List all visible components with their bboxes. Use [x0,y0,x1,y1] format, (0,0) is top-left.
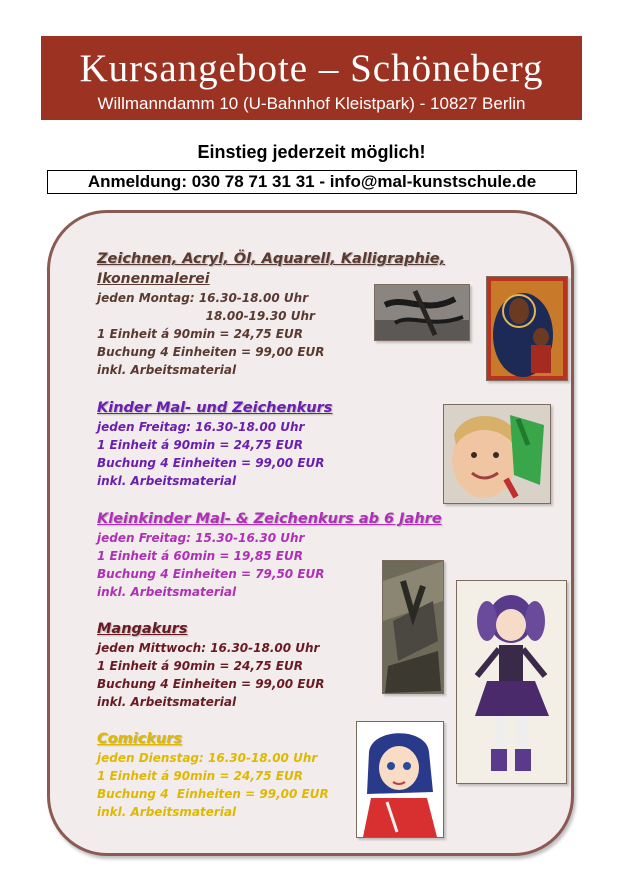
course-package: Buchung 4 Einheiten = 99,00 EUR [97,456,325,470]
course-title: Zeichnen, Acryl, Öl, Aquarell, Kalligraphie, [97,251,446,267]
course-schedule: jeden Mittwoch: 16.30-18.00 Uhr [97,641,320,655]
course-materials: inkl. Arbeitsmaterial [97,363,237,377]
comic-girl-image [356,721,444,838]
course-materials: inkl. Arbeitsmaterial [97,805,237,819]
course-kids [97,398,332,490]
contact-box: Anmeldung: 030 78 71 31 31 - info@mal-kunstschule.de [47,170,577,194]
page-title: Kursangebote – Schöneberg [79,47,544,90]
course-price: 1 Einheit á 90min = 24,75 EUR [97,769,303,783]
course-price: 1 Einheit á 90min = 24,75 EUR [97,659,303,673]
course-schedule: jeden Freitag: 15.30-16.30 Uhr [97,531,305,545]
course-price: 1 Einheit á 90min = 24,75 EUR [97,438,303,452]
course-price: 1 Einheit á 60min = 19,85 EUR [97,549,303,563]
school-address: Willmanndamm 10 (U-Bahnhof Kleistpark) - 10827 Berlin [97,94,526,113]
manga-character-image [382,560,444,694]
course-package: Buchung 4 Einheiten = 99,00 EUR [97,345,325,359]
child-painted-hands-image [443,404,551,504]
course-package: Buchung 4 Einheiten = 79,50 EUR [97,567,325,581]
course-title: Mangakurs [97,621,188,637]
course-schedule: jeden Freitag: 16.30-18.00 Uhr [97,420,305,434]
course-materials: inkl. Arbeitsmaterial [97,474,237,488]
course-package: Buchung 4 Einheiten = 99,00 EUR [97,677,325,691]
calligraphy-image [374,284,470,341]
course-price: 1 Einheit á 90min = 24,75 EUR [97,327,303,341]
course-title: Comickurs [97,731,183,747]
course-manga [97,619,325,711]
course-title: Kinder Mal- und Zeichenkurs [97,400,333,416]
course-materials: inkl. Arbeitsmaterial [97,695,237,709]
headline: Einstieg jederzeit möglich! [197,142,426,162]
icon-painting-image [486,276,568,381]
course-comic [97,729,329,821]
course-materials: inkl. Arbeitsmaterial [97,585,237,599]
course-package: Buchung 4 Einheiten = 99,00 EUR [97,787,329,801]
course-schedule-2: 18.00-19.30 Uhr [97,309,315,323]
course-schedule: jeden Dienstag: 16.30-18.00 Uhr [97,751,318,765]
course-title-continued: Ikonenmalerei [97,271,210,287]
gothic-manga-girl-image [456,580,567,784]
header-banner [41,36,582,120]
course-title: Kleinkinder Mal- & Zeichenkurs ab 6 Jahre [97,511,442,527]
course-schedule: jeden Montag: 16.30-18.00 Uhr [97,291,309,305]
